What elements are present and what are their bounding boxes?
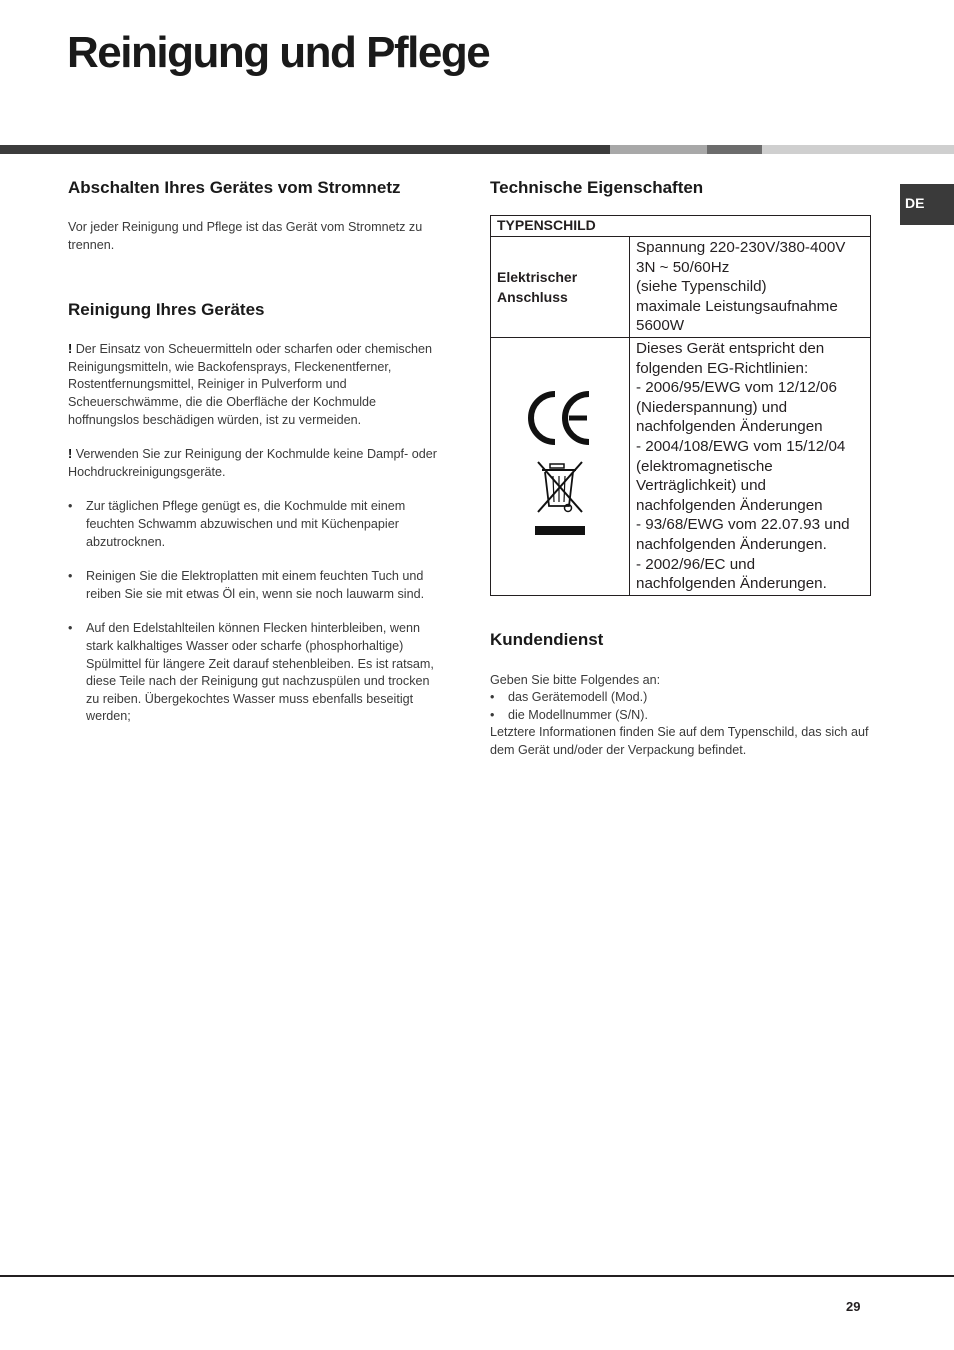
- bullet-icon: •: [490, 690, 495, 705]
- warning-paragraph: [68, 341, 446, 429]
- disconnect-text: Vor jeder Reinigung und Pflege ist das Gerät vom Stromnetz zu trennen.: [68, 220, 423, 252]
- bullet-icon: •: [490, 707, 495, 722]
- header-stripe-dark: [0, 145, 610, 154]
- list-item-text: das Gerätemodell (Mod.): [508, 690, 648, 705]
- ce-mark-icon: [525, 388, 595, 448]
- list-item: [68, 620, 446, 726]
- header-stripe-pale: [762, 145, 954, 154]
- section-title-disconnect: Abschalten Ihres Gerätes vom Stromnetz: [68, 178, 401, 197]
- list-item-text: Auf den Edelstahlteilen können Flecken hinterbleiben, wenn stark kalkhaltiges Wasser oder scharfe (phosphorhaltige) Spülmittel für längere Zeit darauf stehenbleiben. Es ist ratsam, diese Teile nach der Reinigung gut nachzuspülen und trocken zu reiben. Übergekochtes Wasser muss ebenfalls beseitigt werden;: [86, 621, 434, 724]
- header-stripe-mid: [707, 145, 762, 154]
- warning-mark: !: [68, 342, 73, 357]
- bullet-icon: •: [68, 499, 73, 514]
- header-stripe-light: [610, 145, 707, 154]
- warning-paragraph: [68, 446, 446, 481]
- crossed-out-wheelie-bin-icon: [530, 460, 590, 540]
- electrical-connection-label: Elektrischer Anschluss: [491, 237, 630, 338]
- warning-mark: !: [68, 447, 73, 462]
- table-row: [491, 237, 871, 338]
- section-title-technical: Technische Eigenschaften: [490, 178, 704, 197]
- warning-text: Verwenden Sie zur Reinigung der Kochmulde keine Dampf- oder Hochdruckreinigungsgeräte.: [68, 447, 437, 479]
- table-header: TYPENSCHILD: [491, 216, 871, 237]
- footer-rule: [0, 1275, 954, 1277]
- service-outro: Letztere Informationen finden Sie auf dem Typenschild, das sich auf dem Gerät und/oder der Verpackung befindet.: [490, 725, 869, 758]
- page-title: Reinigung und Pflege: [67, 28, 490, 77]
- section-title-customer-service: Kundendienst: [490, 629, 604, 649]
- service-intro: Geben Sie bitte Folgendes an:: [490, 672, 661, 687]
- bullet-icon: •: [68, 569, 73, 584]
- left-column: [68, 178, 446, 726]
- list-item: [68, 498, 446, 551]
- table-row: [491, 337, 871, 595]
- list-item-text: die Modellnummer (S/N).: [508, 707, 648, 722]
- list-item-text: Zur täglichen Pflege genügt es, die Kochmulde mit einem feuchten Schwamm abzuwischen und mit Küchenpapier abzutrocknen.: [86, 499, 406, 549]
- list-item: [490, 707, 872, 725]
- language-tab: DE: [900, 184, 954, 225]
- warning-text: Der Einsatz von Scheuermitteln oder scharfen oder chemischen Reinigungsmitteln, wie Backofensprays, Fleckenentferner, Rostentfernungsmittel, Reiniger in Pulverform und Scheuerschwämme, die die Oberfläche der Kochmulde hoffnungslos beschädigen würden, ist zu vermeiden.: [68, 342, 433, 427]
- list-item-text: Reinigen Sie die Elektroplatten mit einem feuchten Tuch und reiben Sie sie mit etwas Öl ein, wenn sie noch lauwarm sind.: [86, 569, 425, 601]
- list-item: [490, 689, 872, 707]
- directives-value: Dieses Gerät entspricht den folgenden EG-Richtlinien: - 2006/95/EWG vom 12/12/06 (Niederspannung) und nachfolgenden Änderungen - 2004/108/EWG vom 15/12/04 (elektromagnetische Verträglichkeit) und nachfolgenden Änderungen - 93/68/EWG vom 22.07.93 und nachfolgenden Änderungen. - 2002/96/EC und nachfolgenden Änderungen.: [630, 337, 871, 595]
- section-title-cleaning: Reinigung Ihres Gerätes: [68, 300, 265, 320]
- conformity-icons: [491, 337, 630, 595]
- page-number: 29: [846, 1299, 861, 1314]
- right-column: [490, 178, 872, 760]
- bullet-icon: •: [68, 621, 73, 636]
- list-item: [68, 568, 446, 603]
- rating-plate-table: [490, 215, 871, 596]
- electrical-connection-value: Spannung 220-230V/380-400V 3N ~ 50/60Hz (siehe Typenschild) maximale Leistungsaufnahme 5600W: [630, 237, 871, 338]
